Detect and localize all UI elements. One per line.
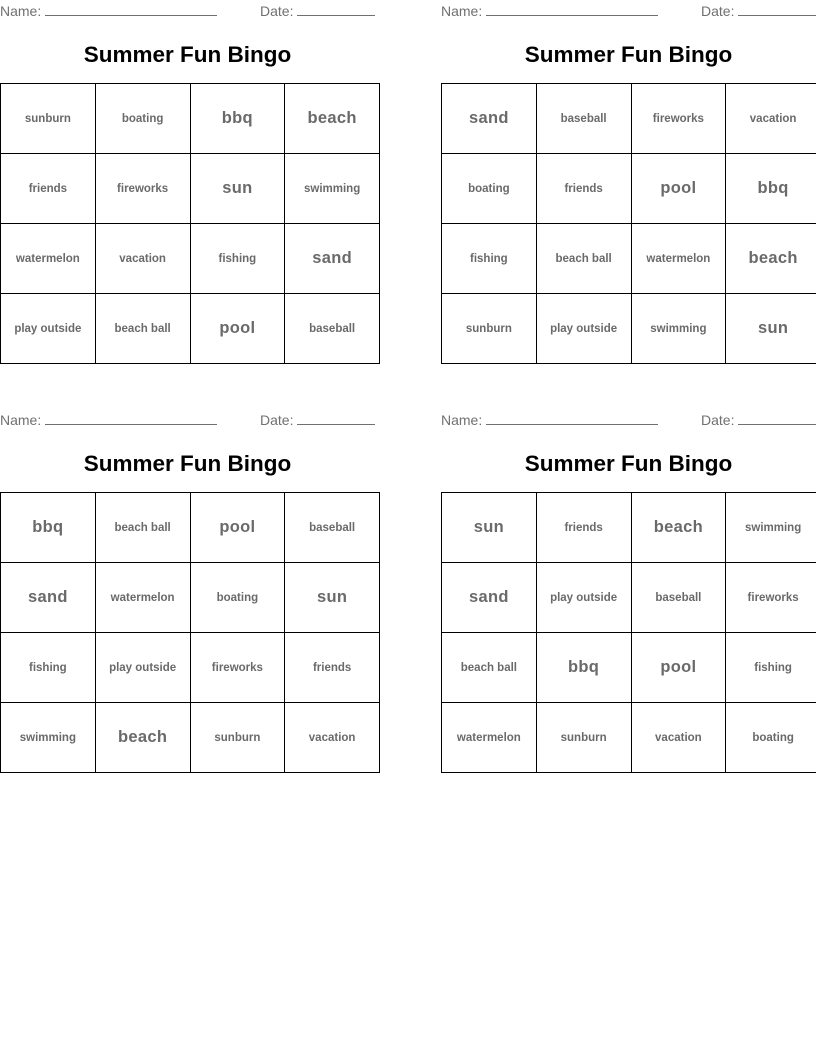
bingo-grid xyxy=(441,492,816,773)
name-field xyxy=(441,411,658,429)
bingo-cell: beach ball xyxy=(95,294,190,364)
bingo-cell: watermelon xyxy=(442,703,537,773)
bingo-cell: sand xyxy=(442,563,537,633)
bingo-cell: vacation xyxy=(95,224,190,294)
bingo-cell: play outside xyxy=(1,294,96,364)
bingo-cell: friends xyxy=(536,154,631,224)
bingo-cell: pool xyxy=(631,154,726,224)
bingo-cell: sun xyxy=(726,294,816,364)
bingo-cell: pool xyxy=(190,493,285,563)
bingo-cell: sand xyxy=(1,563,96,633)
bingo-cell: beach xyxy=(285,84,380,154)
bingo-row xyxy=(442,154,816,224)
bingo-cell: sunburn xyxy=(1,84,96,154)
date-label: Date: xyxy=(701,412,735,428)
bingo-cell: pool xyxy=(190,294,285,364)
bingo-cell: beach ball xyxy=(536,224,631,294)
date-label: Date: xyxy=(260,412,294,428)
bingo-cell: boating xyxy=(95,84,190,154)
bingo-cell: sun xyxy=(442,493,537,563)
bingo-card-3 xyxy=(0,409,375,769)
bingo-cell: sunburn xyxy=(190,703,285,773)
name-label: Name: xyxy=(441,3,483,19)
bingo-cell: vacation xyxy=(726,84,816,154)
bingo-row xyxy=(442,633,816,703)
bingo-row xyxy=(1,224,380,294)
bingo-cell: baseball xyxy=(285,294,380,364)
card-header xyxy=(441,2,816,20)
bingo-card-1 xyxy=(0,0,375,360)
bingo-cell: sun xyxy=(285,563,380,633)
bingo-cell: bbq xyxy=(1,493,96,563)
bingo-card-2 xyxy=(441,0,816,360)
bingo-row xyxy=(442,294,816,364)
date-field xyxy=(260,411,375,429)
name-field xyxy=(0,2,217,20)
bingo-cell: fireworks xyxy=(95,154,190,224)
date-label: Date: xyxy=(260,3,294,19)
bingo-row xyxy=(442,703,816,773)
bingo-cell: play outside xyxy=(95,633,190,703)
name-field xyxy=(441,2,658,20)
name-blank-line xyxy=(45,2,217,16)
date-blank-line xyxy=(297,411,375,425)
name-blank-line xyxy=(486,411,658,425)
bingo-cell: fishing xyxy=(726,633,816,703)
bingo-cell: sand xyxy=(285,224,380,294)
name-label: Name: xyxy=(441,412,483,428)
bingo-cell: bbq xyxy=(190,84,285,154)
bingo-cell: fireworks xyxy=(726,563,816,633)
bingo-cell: watermelon xyxy=(631,224,726,294)
bingo-row xyxy=(1,493,380,563)
bingo-cell: bbq xyxy=(536,633,631,703)
bingo-cell: beach xyxy=(726,224,816,294)
card-header xyxy=(0,411,375,429)
bingo-cell: fishing xyxy=(1,633,96,703)
bingo-cell: friends xyxy=(1,154,96,224)
bingo-cell: fishing xyxy=(190,224,285,294)
bingo-cell: play outside xyxy=(536,563,631,633)
bingo-cell: beach ball xyxy=(442,633,537,703)
bingo-cell: watermelon xyxy=(1,224,96,294)
date-blank-line xyxy=(738,411,816,425)
bingo-row xyxy=(1,563,380,633)
bingo-cell: friends xyxy=(285,633,380,703)
bingo-cell: bbq xyxy=(726,154,816,224)
bingo-grid xyxy=(0,492,380,773)
bingo-cell: fireworks xyxy=(631,84,726,154)
card-title: Summer Fun Bingo xyxy=(524,42,733,67)
bingo-cell: vacation xyxy=(631,703,726,773)
bingo-row xyxy=(442,493,816,563)
bingo-cell: sunburn xyxy=(536,703,631,773)
name-blank-line xyxy=(45,411,217,425)
bingo-row xyxy=(1,703,380,773)
bingo-cell: swimming xyxy=(1,703,96,773)
bingo-cell: sun xyxy=(190,154,285,224)
bingo-cell: baseball xyxy=(285,493,380,563)
date-blank-line xyxy=(738,2,816,16)
bingo-row xyxy=(1,294,380,364)
bingo-cell: swimming xyxy=(285,154,380,224)
bingo-cell: fishing xyxy=(442,224,537,294)
bingo-cell: boating xyxy=(726,703,816,773)
date-label: Date: xyxy=(701,3,735,19)
bingo-cell: baseball xyxy=(536,84,631,154)
name-label: Name: xyxy=(0,3,42,19)
bingo-cell: boating xyxy=(442,154,537,224)
bingo-cell: beach xyxy=(631,493,726,563)
card-title: Summer Fun Bingo xyxy=(83,42,292,67)
bingo-card-4 xyxy=(441,409,816,769)
date-blank-line xyxy=(297,2,375,16)
date-field xyxy=(701,2,816,20)
bingo-row xyxy=(1,633,380,703)
bingo-cell: baseball xyxy=(631,563,726,633)
bingo-cell: boating xyxy=(190,563,285,633)
bingo-cell: beach ball xyxy=(95,493,190,563)
bingo-cell: sand xyxy=(442,84,537,154)
name-blank-line xyxy=(486,2,658,16)
bingo-cell: fireworks xyxy=(190,633,285,703)
date-field xyxy=(701,411,816,429)
bingo-row xyxy=(1,84,380,154)
card-title: Summer Fun Bingo xyxy=(524,451,733,476)
bingo-cell: pool xyxy=(631,633,726,703)
bingo-row xyxy=(442,224,816,294)
bingo-cell: swimming xyxy=(631,294,726,364)
bingo-grid xyxy=(0,83,380,364)
bingo-cell: beach xyxy=(95,703,190,773)
bingo-row xyxy=(1,154,380,224)
bingo-cell: play outside xyxy=(536,294,631,364)
bingo-cell: friends xyxy=(536,493,631,563)
bingo-cell: sunburn xyxy=(442,294,537,364)
name-field xyxy=(0,411,217,429)
bingo-row xyxy=(442,563,816,633)
name-label: Name: xyxy=(0,412,42,428)
bingo-grid xyxy=(441,83,816,364)
bingo-row xyxy=(442,84,816,154)
card-header xyxy=(441,411,816,429)
bingo-cell: swimming xyxy=(726,493,816,563)
date-field xyxy=(260,2,375,20)
card-header xyxy=(0,2,375,20)
bingo-cell: watermelon xyxy=(95,563,190,633)
card-title: Summer Fun Bingo xyxy=(83,451,292,476)
bingo-cell: vacation xyxy=(285,703,380,773)
